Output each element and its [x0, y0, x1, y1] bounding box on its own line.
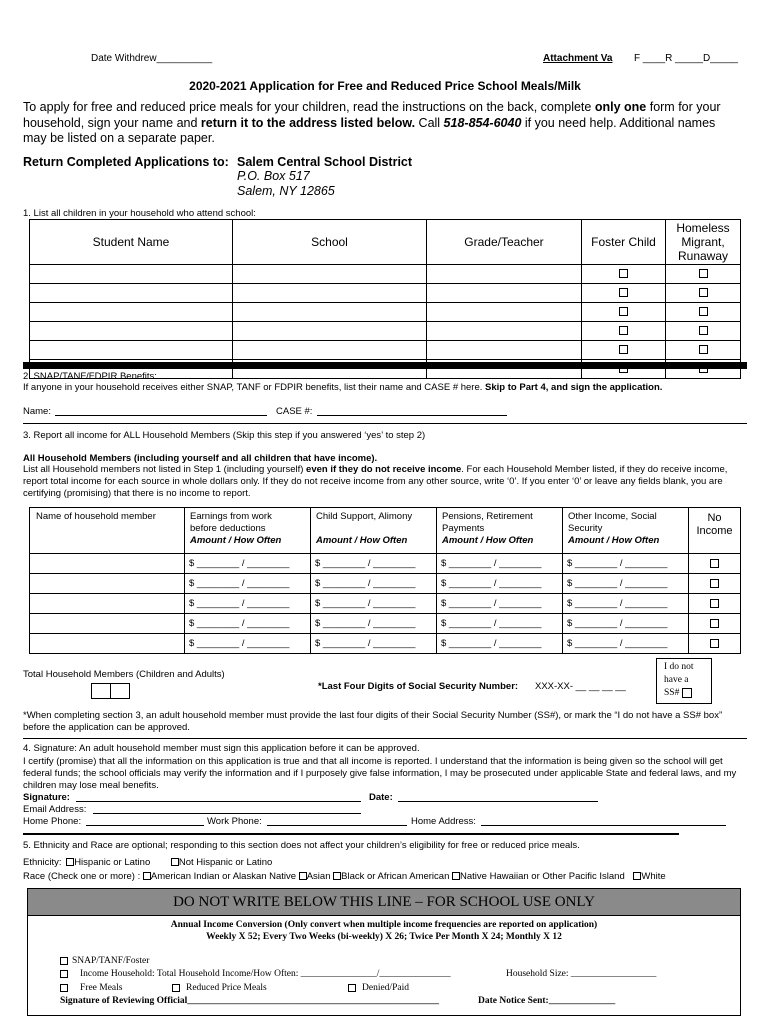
section2-text-plain: If anyone in your household receives either SNAP, TANF or FDPIR benefits, list their name and CASE # here.	[23, 382, 486, 393]
pensions-cell[interactable]: $ ________ / ________	[437, 634, 563, 654]
section3-heading: 3. Report all income for ALL Household Members (Skip this step if you answered ‘yes’ to step 2)	[23, 430, 426, 441]
date-label: Date:	[369, 792, 393, 803]
ethnicity-label: Ethnicity:	[23, 857, 62, 868]
child-support-cell[interactable]: $ ________ / ________	[311, 554, 437, 574]
income-row	[30, 614, 741, 634]
grade-cell[interactable]	[427, 284, 582, 303]
student-name-cell[interactable]	[30, 303, 233, 322]
no-income-checkbox[interactable]	[710, 599, 719, 608]
pensions-cell[interactable]: $ ________ / ________	[437, 574, 563, 594]
po-box: P.O. Box 517	[237, 169, 310, 183]
snap-row	[60, 956, 149, 966]
reduced-meals-row	[172, 983, 267, 993]
earnings-cell[interactable]: $ ________ / ________	[185, 574, 311, 594]
pensions-cell[interactable]: $ ________ / ________	[437, 554, 563, 574]
child-support-cell[interactable]: $ ________ / ________	[311, 574, 437, 594]
snap-name-input[interactable]	[55, 405, 267, 416]
income-label: Income	[696, 525, 733, 537]
col-grade-teacher: Grade/Teacher	[427, 220, 582, 265]
instructions-text-1: List all Household members not listed in Step 1 (including yourself)	[23, 464, 307, 475]
col-earnings	[185, 508, 311, 554]
total-members-label: Total Household Members (Children and Adults)	[23, 669, 225, 680]
payments-label: Payments	[442, 523, 485, 534]
earnings-cell[interactable]: $ ________ / ________	[185, 554, 311, 574]
col-student-name: Student Name	[30, 220, 233, 265]
earnings-cell[interactable]: $ ________ / ________	[185, 594, 311, 614]
child-row	[30, 284, 741, 303]
homeless-label: Homeless	[676, 221, 730, 235]
child-row	[30, 265, 741, 284]
earnings-label: Earnings from work	[190, 511, 272, 522]
col-school: School	[233, 220, 427, 265]
amount-how-often: Amount / How Often	[190, 535, 282, 546]
col-homeless	[666, 220, 741, 265]
no-income-checkbox[interactable]	[710, 579, 719, 588]
col-foster-child: Foster Child	[582, 220, 666, 265]
amount-how-often: Amount / How Often	[568, 535, 660, 546]
total-members-digit-2[interactable]	[110, 683, 130, 699]
income-table	[29, 507, 741, 654]
denied-label: Denied/Paid	[362, 983, 409, 993]
section3-instructions	[23, 464, 749, 500]
student-name-cell[interactable]	[30, 322, 233, 341]
security-label: Security	[568, 523, 603, 534]
homeless-checkbox[interactable]	[699, 326, 708, 335]
no-income-checkbox[interactable]	[710, 559, 719, 568]
col-pensions	[437, 508, 563, 554]
income-household-label: Income Household: Total Household Income/How Often: ________________/_______________	[80, 969, 451, 979]
amount-how-often: Amount / How Often	[316, 535, 408, 546]
foster-checkbox[interactable]	[619, 307, 628, 316]
case-number-input[interactable]	[317, 405, 507, 416]
attachment-label: Attachment Va	[543, 53, 613, 64]
no-income-checkbox[interactable]	[710, 619, 719, 628]
intro-text-3: Call	[415, 115, 444, 130]
race-checkbox[interactable]	[333, 872, 341, 880]
date-input[interactable]	[398, 791, 598, 802]
earnings-label-2: before deductions	[190, 523, 266, 534]
work-phone-label: Work Phone:	[207, 816, 262, 827]
member-name-cell[interactable]	[30, 594, 185, 614]
grade-cell[interactable]	[427, 322, 582, 341]
income-conversion-title: Annual Income Conversion (Only convert when multiple income frequencies are reported on application)	[170, 920, 598, 930]
income-conversion-formula: Weekly X 52; Every Two Weeks (bi-weekly) X 26; Twice Per Month X 24; Monthly X 12	[206, 932, 562, 942]
section5-heading: 5. Ethnicity and Race are optional; responding to this section does not affect your children’s eligibility for free or reduced price meals.	[23, 840, 580, 851]
student-name-cell[interactable]	[30, 341, 233, 360]
race-checkbox[interactable]	[452, 872, 460, 880]
foster-checkbox[interactable]	[619, 288, 628, 297]
home-phone-input[interactable]	[86, 815, 204, 826]
other-income-cell[interactable]: $ ________ / ________	[563, 614, 689, 634]
home-address-label: Home Address:	[411, 816, 476, 827]
not-hispanic-label: Not Hispanic or Latino	[178, 857, 273, 868]
not-hispanic-checkbox[interactable]	[171, 858, 179, 866]
grade-cell[interactable]	[427, 341, 582, 360]
email-label: Email Address:	[23, 804, 87, 815]
pensions-cell[interactable]: $ ________ / ________	[437, 614, 563, 634]
free-meals-label: Free Meals	[80, 983, 123, 993]
section4-heading: 4. Signature: An adult household member must sign this application before it can be approved.	[23, 743, 420, 754]
reduced-meals-checkbox[interactable]	[172, 984, 180, 992]
race-row	[23, 871, 666, 882]
school-cell[interactable]	[233, 265, 427, 284]
other-income-cell[interactable]: $ ________ / ________	[563, 554, 689, 574]
child-row	[30, 322, 741, 341]
student-name-cell[interactable]	[30, 284, 233, 303]
section1-heading: 1. List all children in your household who attend school:	[23, 208, 256, 219]
total-members-digit-1[interactable]	[91, 683, 111, 699]
race-option-black: Black or African American	[341, 871, 450, 882]
instructions-text-2: . For each Household Member listed, if they do receive income, report total income for each source in whole dollars only. If they do not receive income from any other source, write ‘0’. If you enter ‘0’ or leave any fields blank, you are certifying (promising) that there is no income to report.	[23, 464, 728, 499]
household-size-label: Household Size: __________________	[506, 969, 657, 979]
ethnicity-row	[23, 857, 272, 868]
income-row	[30, 634, 741, 654]
no-ssn-text-3: SS#	[664, 688, 680, 698]
page-title: 2020-2021 Application for Free and Reduced Price School Meals/Milk	[189, 79, 581, 93]
email-input[interactable]	[93, 803, 361, 814]
foster-checkbox[interactable]	[619, 345, 628, 354]
instructions-bold: even if they do not receive income	[306, 464, 462, 475]
section2-text	[23, 382, 753, 393]
intro-text-2: form for your household, sign your name and	[23, 100, 721, 130]
race-checkbox[interactable]	[143, 872, 151, 880]
amount-how-often: Amount / How Often	[442, 535, 534, 546]
children-table	[29, 219, 741, 379]
runaway-label: Runaway	[677, 249, 729, 263]
phone-number: 518-854-6040	[443, 115, 522, 130]
child-support-cell[interactable]: $ ________ / ________	[311, 614, 437, 634]
child-support-cell[interactable]: $ ________ / ________	[311, 634, 437, 654]
migrant-label: Migrant,	[681, 235, 725, 249]
date-withdrew-field: Date Withdrew__________	[91, 53, 213, 64]
school-cell[interactable]	[233, 284, 427, 303]
divider	[23, 833, 679, 835]
col-other-income	[563, 508, 689, 554]
homeless-checkbox[interactable]	[699, 269, 708, 278]
divider	[23, 423, 747, 424]
homeless-checkbox[interactable]	[699, 288, 708, 297]
earnings-cell[interactable]: $ ________ / ________	[185, 634, 311, 654]
child-row	[30, 303, 741, 322]
section-divider	[23, 362, 747, 369]
divider	[23, 738, 747, 739]
home-phone-label: Home Phone:	[23, 816, 82, 827]
return-label: Return Completed Applications to:	[23, 155, 229, 169]
signature-input[interactable]	[76, 791, 361, 802]
case-number-label: CASE #:	[276, 406, 313, 417]
col-no-income	[689, 508, 741, 554]
child-row	[30, 341, 741, 360]
snap-checkbox[interactable]	[60, 957, 68, 965]
income-row	[30, 574, 741, 594]
section2-heading: 2. SNAP/TANF/FDPIR Benefits:	[23, 371, 157, 382]
ssn-note: *When completing section 3, an adult household member must provide the last four digits of their Social Security Number (SS#), or mark the “I do not have a SS# box” before the application can be approved.	[23, 710, 723, 733]
other-income-cell[interactable]: $ ________ / ________	[563, 634, 689, 654]
pensions-label: Pensions, Retirement	[442, 511, 533, 522]
race-label: Race (Check one or more) :	[23, 871, 141, 882]
intro-bold-1: only one	[594, 100, 647, 114]
no-income-checkbox[interactable]	[710, 639, 719, 648]
date-notice-sent: Date Notice Sent:______________	[478, 996, 616, 1006]
intro-bold-2: return it to the address listed below.	[200, 115, 416, 130]
race-option-pacific-islander: Native Hawaiian or Other Pacific Island	[460, 871, 625, 882]
student-name-cell[interactable]	[30, 265, 233, 284]
member-name-cell[interactable]	[30, 554, 185, 574]
no-ssn-box	[656, 658, 712, 704]
foster-checkbox[interactable]	[619, 326, 628, 335]
col-member-name: Name of household member	[30, 508, 185, 554]
homeless-checkbox[interactable]	[699, 345, 708, 354]
income-row	[30, 554, 741, 574]
section3-sub-heading: All Household Members (including yourself and all children that have income).	[23, 453, 378, 464]
status-codes: F ____R _____D_____	[634, 53, 738, 64]
income-household-row	[60, 969, 451, 979]
hispanic-checkbox[interactable]	[66, 858, 74, 866]
snap-name-label: Name:	[23, 406, 51, 417]
no-label: No	[707, 512, 722, 524]
member-name-cell[interactable]	[30, 614, 185, 634]
col-child-support	[311, 508, 437, 554]
earnings-cell[interactable]: $ ________ / ________	[185, 614, 311, 634]
other-income-cell[interactable]: $ ________ / ________	[563, 574, 689, 594]
pensions-cell[interactable]: $ ________ / ________	[437, 594, 563, 614]
intro-text-4: if you need help. Additional names may be listed on a separate paper.	[23, 115, 716, 145]
no-ssn-text-1: I do not	[664, 662, 694, 672]
work-phone-input[interactable]	[267, 815, 407, 826]
other-income-label: Other Income, Social	[568, 511, 657, 522]
denied-row	[348, 983, 409, 993]
ssn-input[interactable]: XXX-XX- __ __ __ __	[535, 681, 626, 692]
snap-label: SNAP/TANF/Foster	[72, 956, 150, 966]
no-ssn-checkbox[interactable]	[682, 688, 692, 698]
race-option-white: White	[641, 871, 666, 882]
school-cell[interactable]	[233, 322, 427, 341]
denied-checkbox[interactable]	[348, 984, 356, 992]
certify-text: I certify (promise) that all the information on this application is true and that all income is reported. I understand that the information is being given so the school will get federal funds; the school officials may verify the information and if I purposely give false information, I may be prosecuted under applicable State and federal laws, and my children may lose meal benefits.	[23, 756, 737, 791]
other-income-cell[interactable]: $ ________ / ________	[563, 594, 689, 614]
city-state-zip: Salem, NY 12865	[237, 184, 335, 198]
income-row	[30, 594, 741, 614]
skip-instruction: Skip to Part 4, and sign the application.	[485, 382, 663, 393]
ssn-label: *Last Four Digits of Social Security Number:	[318, 681, 519, 692]
reviewing-official-signature: Signature of Reviewing Official_____________________________________________________	[60, 996, 440, 1006]
race-option-american-indian: American Indian or Alaskan Native	[150, 871, 297, 882]
free-meals-checkbox[interactable]	[60, 984, 68, 992]
no-ssn-text-2: have a	[664, 675, 689, 685]
foster-checkbox[interactable]	[619, 269, 628, 278]
child-support-label: Child Support, Alimony	[316, 511, 413, 522]
income-household-checkbox[interactable]	[60, 970, 68, 978]
intro-paragraph	[23, 100, 738, 147]
school-cell[interactable]	[233, 341, 427, 360]
homeless-checkbox[interactable]	[699, 307, 708, 316]
grade-cell[interactable]	[427, 303, 582, 322]
grade-cell[interactable]	[427, 265, 582, 284]
school-cell[interactable]	[233, 303, 427, 322]
district-name: Salem Central School District	[237, 155, 413, 169]
member-name-cell[interactable]	[30, 574, 185, 594]
reduced-meals-label: Reduced Price Meals	[186, 983, 267, 993]
office-use-banner: DO NOT WRITE BELOW THIS LINE – FOR SCHOOL USE ONLY	[28, 889, 740, 916]
home-address-input[interactable]	[481, 815, 726, 826]
race-option-asian: Asian	[306, 871, 331, 882]
free-meals-row	[60, 983, 122, 993]
signature-label: Signature:	[23, 792, 70, 803]
child-support-cell[interactable]: $ ________ / ________	[311, 594, 437, 614]
race-checkbox[interactable]	[299, 872, 307, 880]
intro-text-1: To apply for free and reduced price meals for your children, read the instructions on the back, complete	[23, 100, 595, 114]
hispanic-label: Hispanic or Latino	[74, 857, 151, 868]
member-name-cell[interactable]	[30, 634, 185, 654]
